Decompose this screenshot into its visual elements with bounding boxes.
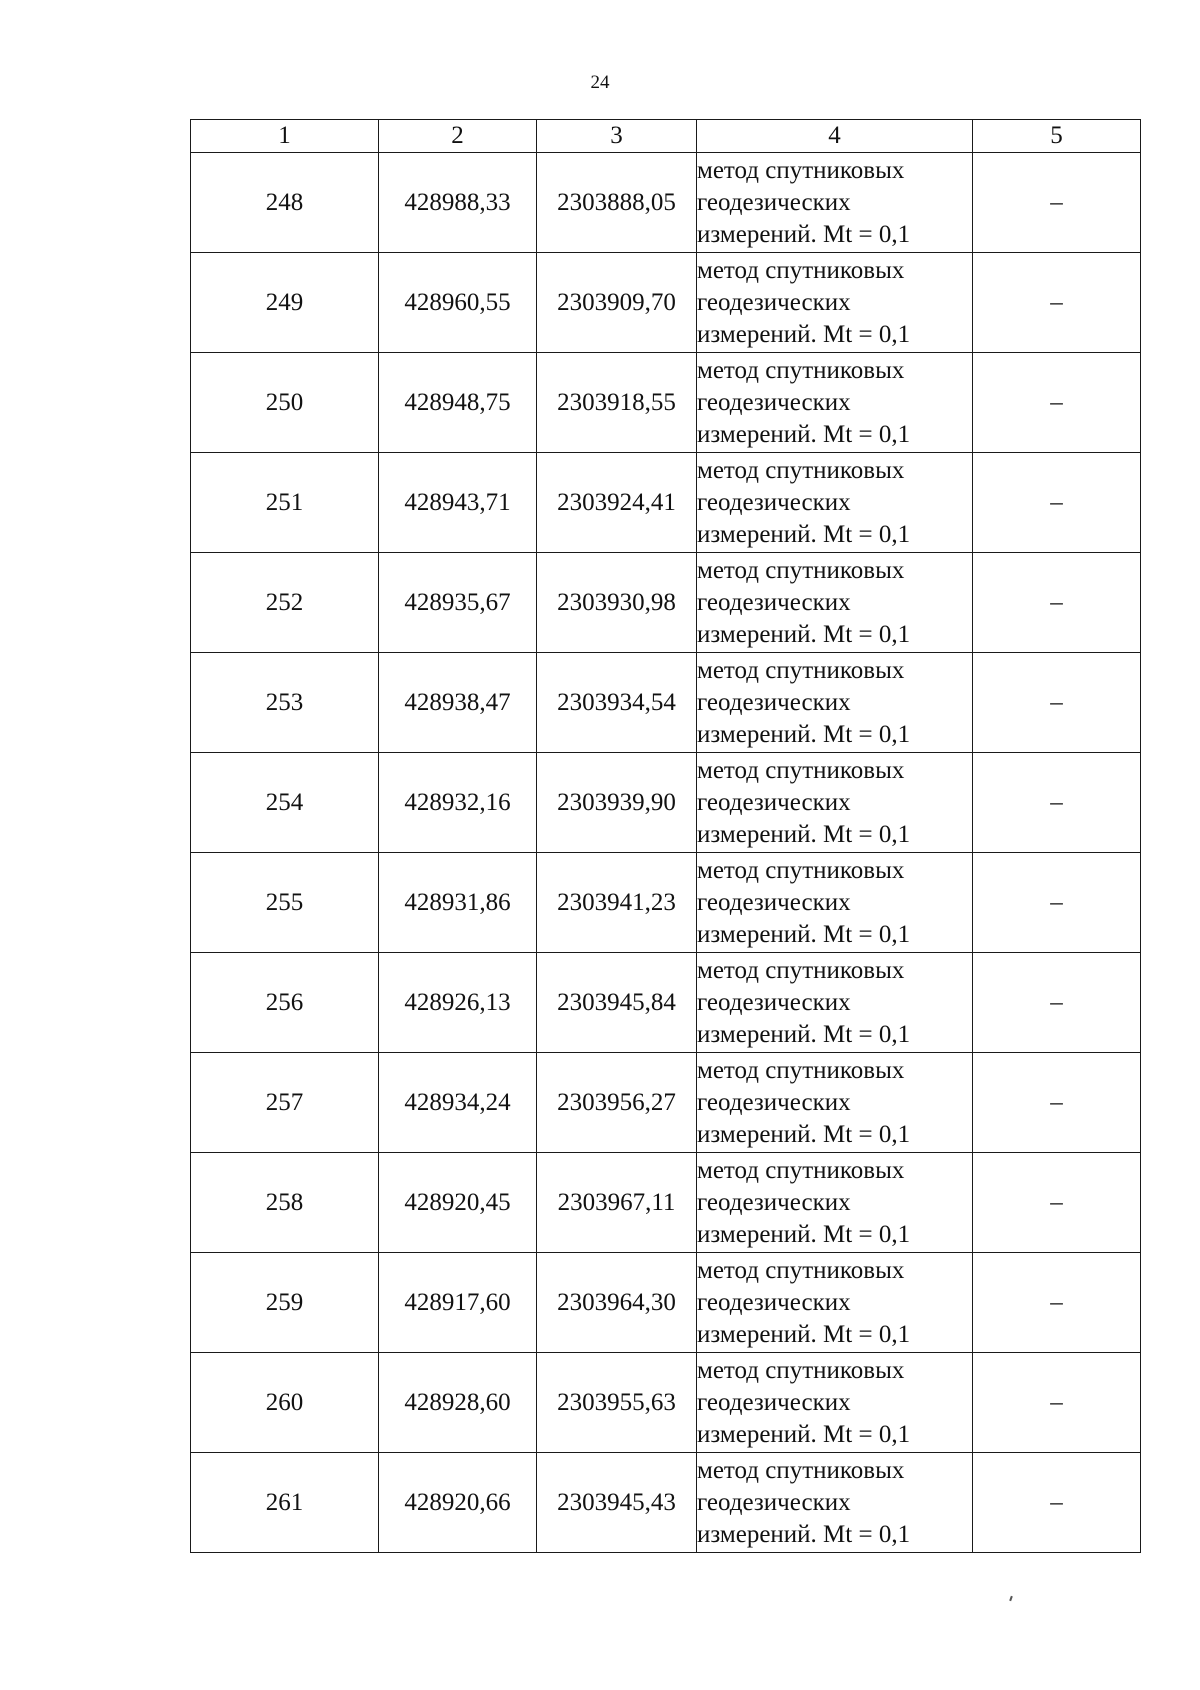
method-line: метод спутниковых [697,856,905,884]
table-row [191,1353,1141,1453]
point-number-cell: 252 [191,553,379,653]
method-cell [697,353,973,453]
header-cell: 2 [379,120,537,153]
y-coordinate-cell: 2303909,70 [537,253,697,353]
method-line: метод спутниковых [697,1356,905,1384]
x-coordinate-cell: 428917,60 [379,1253,537,1353]
coordinates-table [190,119,1141,1553]
method-line: измерений. Mt = 0,1 [697,1220,911,1248]
table-row [191,453,1141,553]
method-line: метод спутниковых [697,1056,905,1084]
method-line: измерений. Mt = 0,1 [697,920,911,948]
method-line: измерений. Mt = 0,1 [697,620,911,648]
header-cell: 5 [973,120,1141,153]
method-line: измерений. Mt = 0,1 [697,520,911,548]
x-coordinate-cell: 428938,47 [379,653,537,753]
y-coordinate-cell: 2303924,41 [537,453,697,553]
note-cell: – [973,153,1141,253]
method-cell [697,753,973,853]
x-coordinate-cell: 428948,75 [379,353,537,453]
y-coordinate-cell: 2303941,23 [537,853,697,953]
point-number-cell: 256 [191,953,379,1053]
y-coordinate-cell: 2303930,98 [537,553,697,653]
note-cell: – [973,453,1141,553]
y-coordinate-cell: 2303956,27 [537,1053,697,1153]
table-row [191,353,1141,453]
method-line: измерений. Mt = 0,1 [697,1420,911,1448]
x-coordinate-cell: 428960,55 [379,253,537,353]
method-cell [697,653,973,753]
x-coordinate-cell: 428935,67 [379,553,537,653]
note-cell: – [973,953,1141,1053]
note-cell: – [973,1453,1141,1553]
point-number-cell: 261 [191,1453,379,1553]
method-line: геодезических [697,1088,851,1116]
table-row [191,253,1141,353]
method-cell [697,1253,973,1353]
point-number-cell: 260 [191,1353,379,1453]
method-cell [697,1053,973,1153]
point-number-cell: 257 [191,1053,379,1153]
note-cell: – [973,1053,1141,1153]
method-cell [697,1353,973,1453]
point-number-cell: 255 [191,853,379,953]
y-coordinate-cell: 2303939,90 [537,753,697,853]
method-cell [697,453,973,553]
table-row [191,853,1141,953]
method-line: геодезических [697,888,851,916]
x-coordinate-cell: 428928,60 [379,1353,537,1453]
y-coordinate-cell: 2303918,55 [537,353,697,453]
method-line: измерений. Mt = 0,1 [697,820,911,848]
point-number-cell: 248 [191,153,379,253]
method-line: геодезических [697,188,851,216]
method-line: геодезических [697,1388,851,1416]
method-line: геодезических [697,288,851,316]
method-line: геодезических [697,788,851,816]
method-line: измерений. Mt = 0,1 [697,1520,911,1548]
method-line: метод спутниковых [697,1456,905,1484]
method-line: метод спутниковых [697,956,905,984]
y-coordinate-cell: 2303888,05 [537,153,697,253]
method-line: геодезических [697,688,851,716]
method-cell [697,953,973,1053]
method-line: измерений. Mt = 0,1 [697,1320,911,1348]
method-line: измерений. Mt = 0,1 [697,320,911,348]
method-line: измерений. Mt = 0,1 [697,220,911,248]
method-cell [697,853,973,953]
y-coordinate-cell: 2303945,84 [537,953,697,1053]
point-number-cell: 253 [191,653,379,753]
method-line: метод спутниковых [697,156,905,184]
method-line: геодезических [697,1288,851,1316]
point-number-cell: 249 [191,253,379,353]
method-line: геодезических [697,388,851,416]
point-number-cell: 250 [191,353,379,453]
note-cell: – [973,353,1141,453]
note-cell: – [973,253,1141,353]
method-line: геодезических [697,1188,851,1216]
x-coordinate-cell: 428920,45 [379,1153,537,1253]
point-number-cell: 254 [191,753,379,853]
point-number-cell: 251 [191,453,379,553]
method-cell [697,553,973,653]
method-line: геодезических [697,588,851,616]
method-cell [697,1153,973,1253]
x-coordinate-cell: 428926,13 [379,953,537,1053]
table-row [191,1153,1141,1253]
x-coordinate-cell: 428934,24 [379,1053,537,1153]
header-cell: 3 [537,120,697,153]
table-row [191,553,1141,653]
method-line: метод спутниковых [697,256,905,284]
x-coordinate-cell: 428932,16 [379,753,537,853]
header-row [191,120,1141,153]
table-row [191,153,1141,253]
note-cell: – [973,1353,1141,1453]
method-line: геодезических [697,988,851,1016]
method-cell [697,253,973,353]
method-line: метод спутниковых [697,756,905,784]
method-line: метод спутниковых [697,356,905,384]
method-line: измерений. Mt = 0,1 [697,1120,911,1148]
table-row [191,753,1141,853]
y-coordinate-cell: 2303955,63 [537,1353,697,1453]
y-coordinate-cell: 2303934,54 [537,653,697,753]
note-cell: – [973,653,1141,753]
note-cell: – [973,853,1141,953]
note-cell: – [973,1253,1141,1353]
point-number-cell: 259 [191,1253,379,1353]
x-coordinate-cell: 428931,86 [379,853,537,953]
table-body [191,120,1141,1553]
x-coordinate-cell: 428920,66 [379,1453,537,1553]
header-cell: 4 [697,120,973,153]
method-cell [697,1453,973,1553]
header-cell: 1 [191,120,379,153]
method-line: метод спутниковых [697,656,905,684]
note-cell: – [973,553,1141,653]
method-line: метод спутниковых [697,456,905,484]
y-coordinate-cell: 2303964,30 [537,1253,697,1353]
method-line: метод спутниковых [697,556,905,584]
method-cell [697,153,973,253]
note-cell: – [973,1153,1141,1253]
scan-mark [1009,1596,1013,1601]
x-coordinate-cell: 428988,33 [379,153,537,253]
y-coordinate-cell: 2303945,43 [537,1453,697,1553]
method-line: измерений. Mt = 0,1 [697,720,911,748]
page-number: 24 [590,72,610,93]
method-line: измерений. Mt = 0,1 [697,1020,911,1048]
point-number-cell: 258 [191,1153,379,1253]
table-row [191,653,1141,753]
table-row [191,1453,1141,1553]
y-coordinate-cell: 2303967,11 [537,1153,697,1253]
method-line: измерений. Mt = 0,1 [697,420,911,448]
method-line: геодезических [697,1488,851,1516]
table-row [191,953,1141,1053]
x-coordinate-cell: 428943,71 [379,453,537,553]
table-row [191,1053,1141,1153]
table-row [191,1253,1141,1353]
method-line: геодезических [697,488,851,516]
note-cell: – [973,753,1141,853]
method-line: метод спутниковых [697,1256,905,1284]
method-line: метод спутниковых [697,1156,905,1184]
